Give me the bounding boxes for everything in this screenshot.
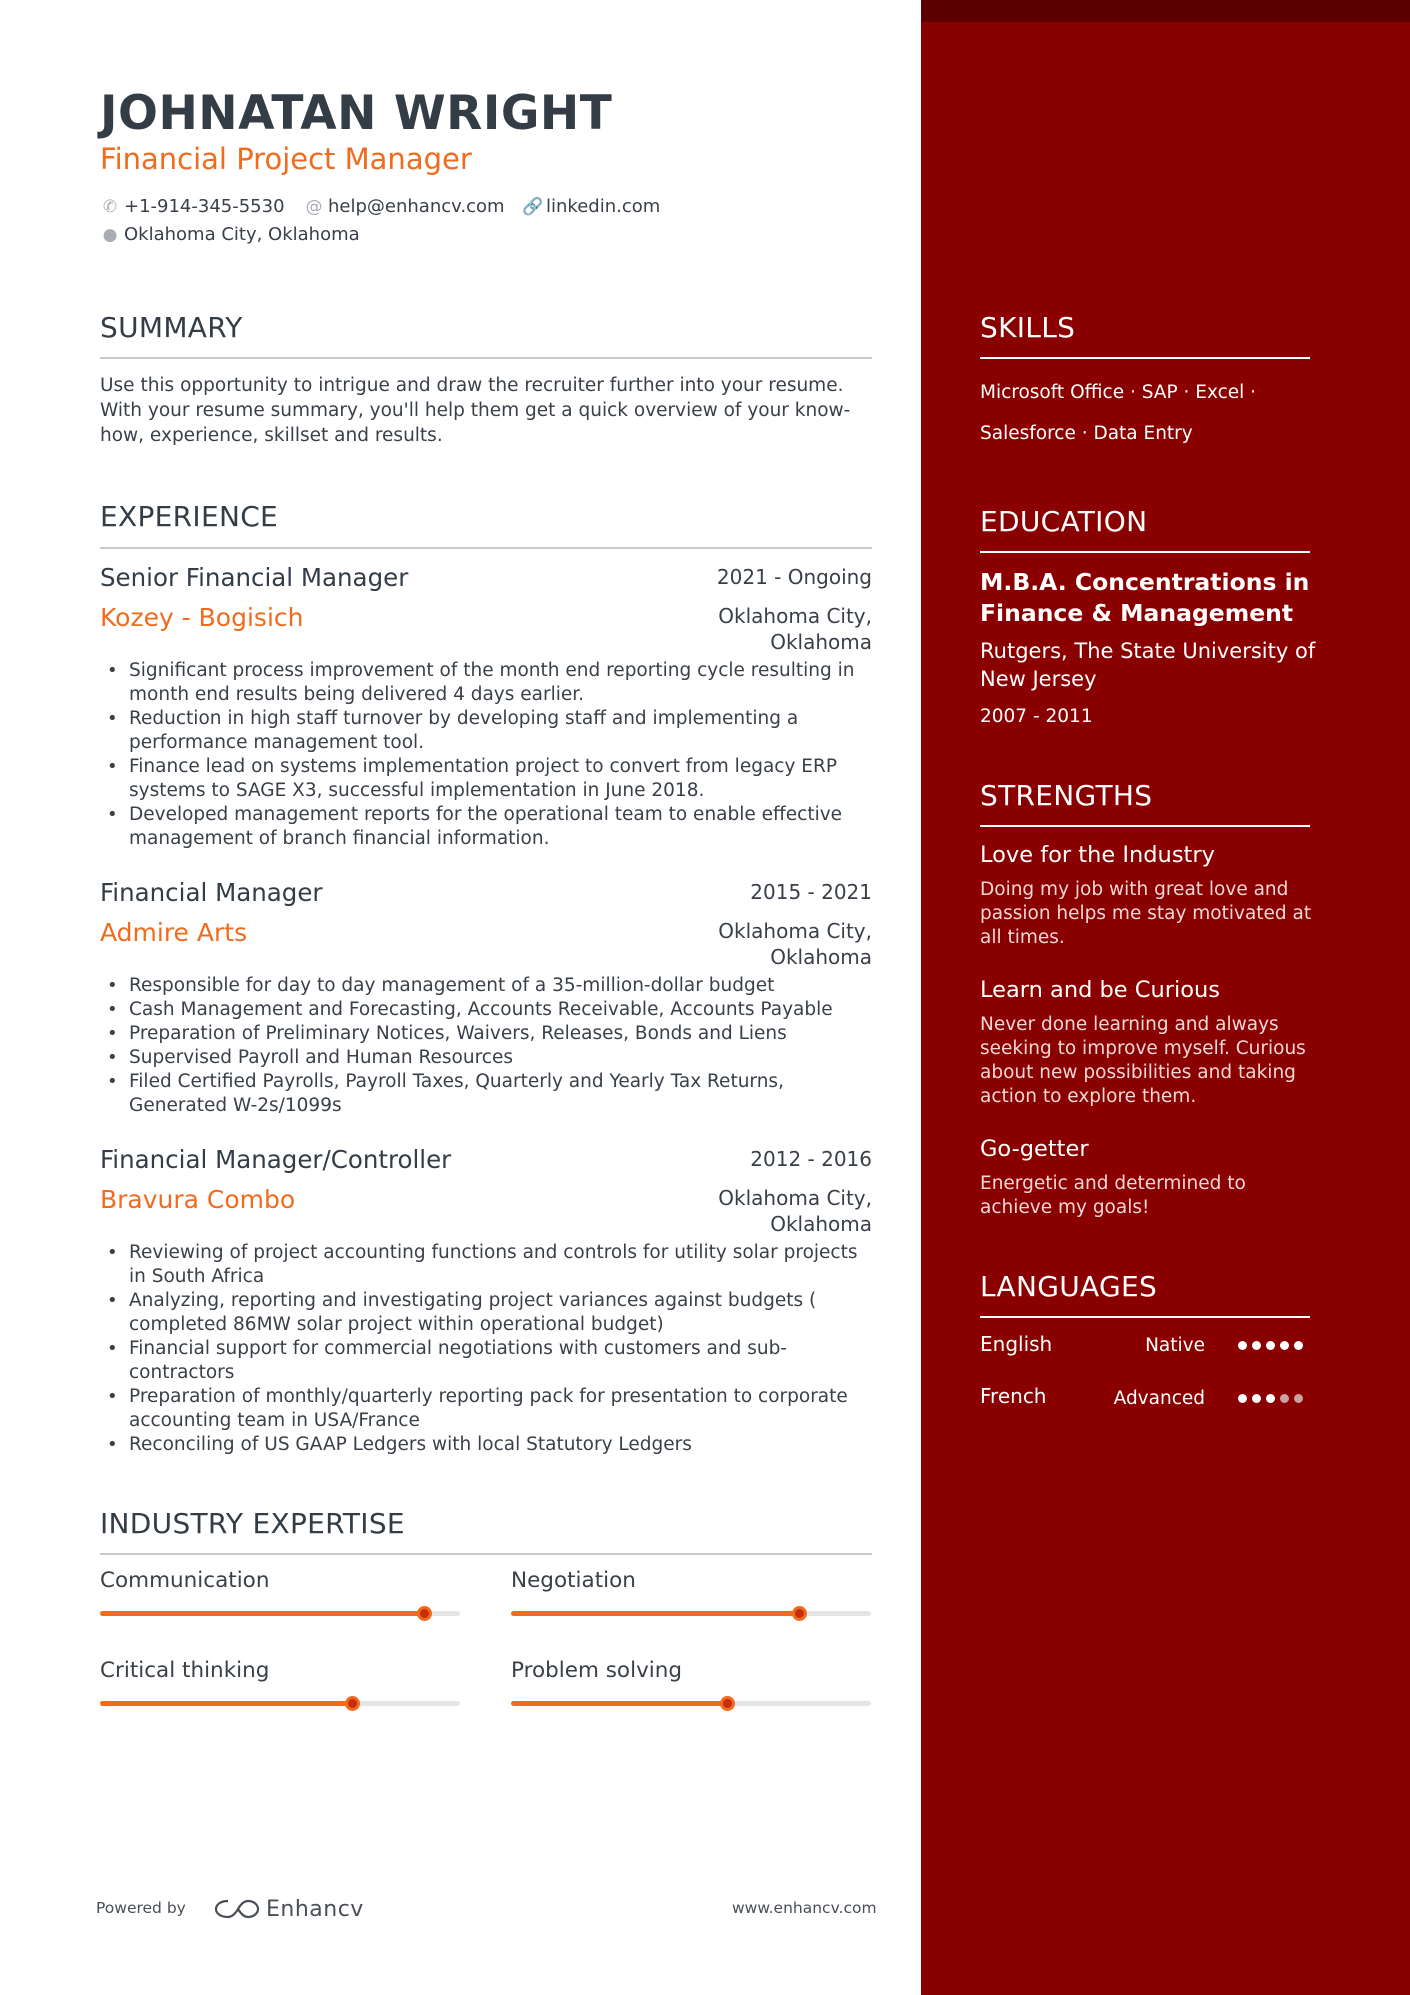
expertise-bar-critical-thinking: [100, 1701, 460, 1706]
list-item: • Reviewing of project accounting functions and controls for utility solar projects in South Africa: [100, 1241, 875, 1289]
strength-desc: Never done learning and always seeking to improve myself. Curious about new possibilities and taking action to explore them.: [980, 1014, 1306, 1107]
location-pin-icon: ●: [102, 224, 118, 245]
language-name: English: [980, 1332, 1053, 1356]
job-bullets: [100, 659, 875, 851]
experience-heading: EXPERIENCE: [100, 500, 279, 533]
expertise-bar-communication: [100, 1611, 460, 1616]
footer-site-link[interactable]: www.enhancv.com: [732, 1899, 877, 1917]
job-title: Financial Manager: [100, 878, 323, 907]
language-dot: [1294, 1394, 1303, 1403]
skills-list: [980, 372, 1310, 454]
enhancv-logo-text: Enhancv: [266, 1896, 364, 1922]
job-location: [652, 918, 872, 970]
expertise-bar-knob: [792, 1606, 807, 1621]
at-icon: @: [305, 196, 323, 217]
summary-text: Use this opportunity to intrigue and draw the recruiter further into your resume. With your resume summary, you'll help them get a quick overview of your know-how, experience, skillset and results.: [100, 375, 851, 446]
expertise-label: Critical thinking: [100, 1658, 270, 1683]
powered-by-text: Powered by: [96, 1899, 186, 1917]
summary-heading: SUMMARY: [100, 311, 243, 344]
job-company: Bravura Combo: [100, 1185, 296, 1214]
expertise-label: Problem solving: [511, 1658, 683, 1683]
languages-heading: LANGUAGES: [980, 1270, 1158, 1303]
job-location-state: Oklahoma: [770, 1212, 872, 1236]
language-dot: [1266, 1394, 1275, 1403]
expertise-label: Communication: [100, 1568, 270, 1593]
education-school: Rutgers, The State University of New Jersey: [980, 639, 1316, 691]
list-item: • Finance lead on systems implementation project to convert from legacy ERP systems to SAGE X3, successful implementation in June 2018.: [100, 755, 875, 803]
list-item: • Analyzing, reporting and investigating project variances against budgets ( completed 86MW solar project within operational budget): [100, 1289, 875, 1337]
language-dot: [1252, 1341, 1261, 1350]
language-level: Native: [1145, 1335, 1205, 1356]
list-item: • Preparation of monthly/quarterly reporting pack for presentation to corporate accounting team in USA/France: [100, 1385, 875, 1433]
contact-email[interactable]: [304, 196, 505, 217]
expertise-divider: [100, 1553, 872, 1555]
expertise-bar-fill: [511, 1701, 727, 1706]
strengths-heading: STRENGTHS: [980, 779, 1153, 812]
link-icon: 🔗: [522, 196, 544, 217]
languages-divider: [980, 1316, 1310, 1318]
contact-linkedin[interactable]: [522, 196, 660, 217]
enhancv-logo-icon: [214, 1897, 260, 1921]
language-dot: [1294, 1341, 1303, 1350]
list-item: • Preparation of Preliminary Notices, Waivers, Releases, Bonds and Liens: [100, 1022, 875, 1046]
job-company: Admire Arts: [100, 918, 248, 947]
job-location-city: Oklahoma City,: [718, 919, 872, 943]
job-location-city: Oklahoma City,: [718, 604, 872, 628]
strength-desc: Doing my job with great love and passion helps me stay motivated at all times.: [980, 879, 1312, 948]
list-item: • Financial support for commercial negotiations with customers and sub-contractors: [100, 1337, 875, 1385]
job-bullets: [100, 1241, 875, 1457]
job-location-state: Oklahoma: [770, 630, 872, 654]
expertise-bar-fill: [100, 1611, 424, 1616]
phone-text: +1-914-345-5530: [124, 196, 285, 217]
enhancv-logo[interactable]: [214, 1893, 374, 1925]
strength-desc: Energetic and determined to achieve my goals!: [980, 1173, 1246, 1218]
skills-line: Salesforce · Data Entry: [980, 423, 1193, 444]
contact-phone[interactable]: [100, 196, 285, 217]
job-company: Kozey - Bogisich: [100, 603, 304, 632]
language-name: French: [980, 1384, 1047, 1408]
sidebar: [921, 0, 1410, 1995]
expertise-bar-knob: [417, 1606, 432, 1621]
candidate-name: JOHNATAN WRIGHT: [100, 86, 613, 141]
job-location-state: Oklahoma: [770, 945, 872, 969]
strengths-divider: [980, 825, 1310, 827]
summary-divider: [100, 357, 872, 359]
expertise-bar-fill: [511, 1611, 799, 1616]
education-date: 2007 - 2011: [980, 706, 1093, 727]
job-date: 2021 - Ongoing: [716, 565, 872, 589]
strength-title: Love for the Industry: [980, 842, 1215, 868]
language-dot: [1252, 1394, 1261, 1403]
phone-icon: ✆: [102, 196, 118, 217]
contact-location: [100, 224, 360, 245]
candidate-title: Financial Project Manager: [100, 142, 472, 176]
experience-divider: [100, 547, 872, 549]
linkedin-text: linkedin.com: [546, 196, 661, 217]
language-dots: [1238, 1394, 1303, 1403]
language-dot: [1238, 1394, 1247, 1403]
language-dot: [1280, 1341, 1289, 1350]
email-text: help@enhancv.com: [328, 196, 505, 217]
language-dot: [1266, 1341, 1275, 1350]
job-location-city: Oklahoma City,: [718, 1186, 872, 1210]
expertise-bar-fill: [100, 1701, 352, 1706]
expertise-heading: INDUSTRY EXPERTISE: [100, 1507, 405, 1540]
education-divider: [980, 551, 1310, 553]
job-title: Senior Financial Manager: [100, 563, 409, 592]
job-date: 2012 - 2016: [750, 1147, 872, 1171]
expertise-label: Negotiation: [511, 1568, 636, 1593]
expertise-bar-knob: [345, 1696, 360, 1711]
education-degree: M.B.A. Concentrations in Finance & Management: [980, 568, 1310, 627]
expertise-bar-knob: [720, 1696, 735, 1711]
list-item: • Supervised Payroll and Human Resources: [100, 1046, 875, 1070]
job-title: Financial Manager/Controller: [100, 1145, 452, 1174]
language-level: Advanced: [1113, 1388, 1205, 1409]
job-date: 2015 - 2021: [750, 880, 872, 904]
language-dot: [1238, 1341, 1247, 1350]
skills-line: Microsoft Office · SAP · Excel ·: [980, 382, 1257, 403]
job-location: [652, 1185, 872, 1237]
language-dot: [1280, 1394, 1289, 1403]
location-text: Oklahoma City, Oklahoma: [124, 224, 360, 245]
language-dots: [1238, 1341, 1303, 1350]
list-item: • Reduction in high staff turnover by developing staff and implementing a performance management tool.: [100, 707, 875, 755]
list-item: • Cash Management and Forecasting, Accounts Receivable, Accounts Payable: [100, 998, 875, 1022]
list-item: • Filed Certified Payrolls, Payroll Taxes, Quarterly and Yearly Tax Returns, Generated W-2s/1099s: [100, 1070, 875, 1118]
strength-title: Learn and be Curious: [980, 977, 1221, 1003]
strength-title: Go-getter: [980, 1136, 1089, 1162]
job-location: [652, 603, 872, 655]
list-item: • Significant process improvement of the month end reporting cycle resulting in month end results being delivered 4 days earlier.: [100, 659, 875, 707]
list-item: • Responsible for day to day management of a 35-million-dollar budget: [100, 974, 875, 998]
expertise-bar-problem-solving: [511, 1701, 871, 1706]
expertise-bar-negotiation: [511, 1611, 871, 1616]
skills-heading: SKILLS: [980, 311, 1076, 344]
list-item: • Reconciling of US GAAP Ledgers with local Statutory Ledgers: [100, 1433, 875, 1457]
education-heading: EDUCATION: [980, 505, 1148, 538]
list-item: • Developed management reports for the operational team to enable effective management of branch financial information.: [100, 803, 875, 851]
skills-divider: [980, 357, 1310, 359]
job-bullets: [100, 974, 875, 1118]
